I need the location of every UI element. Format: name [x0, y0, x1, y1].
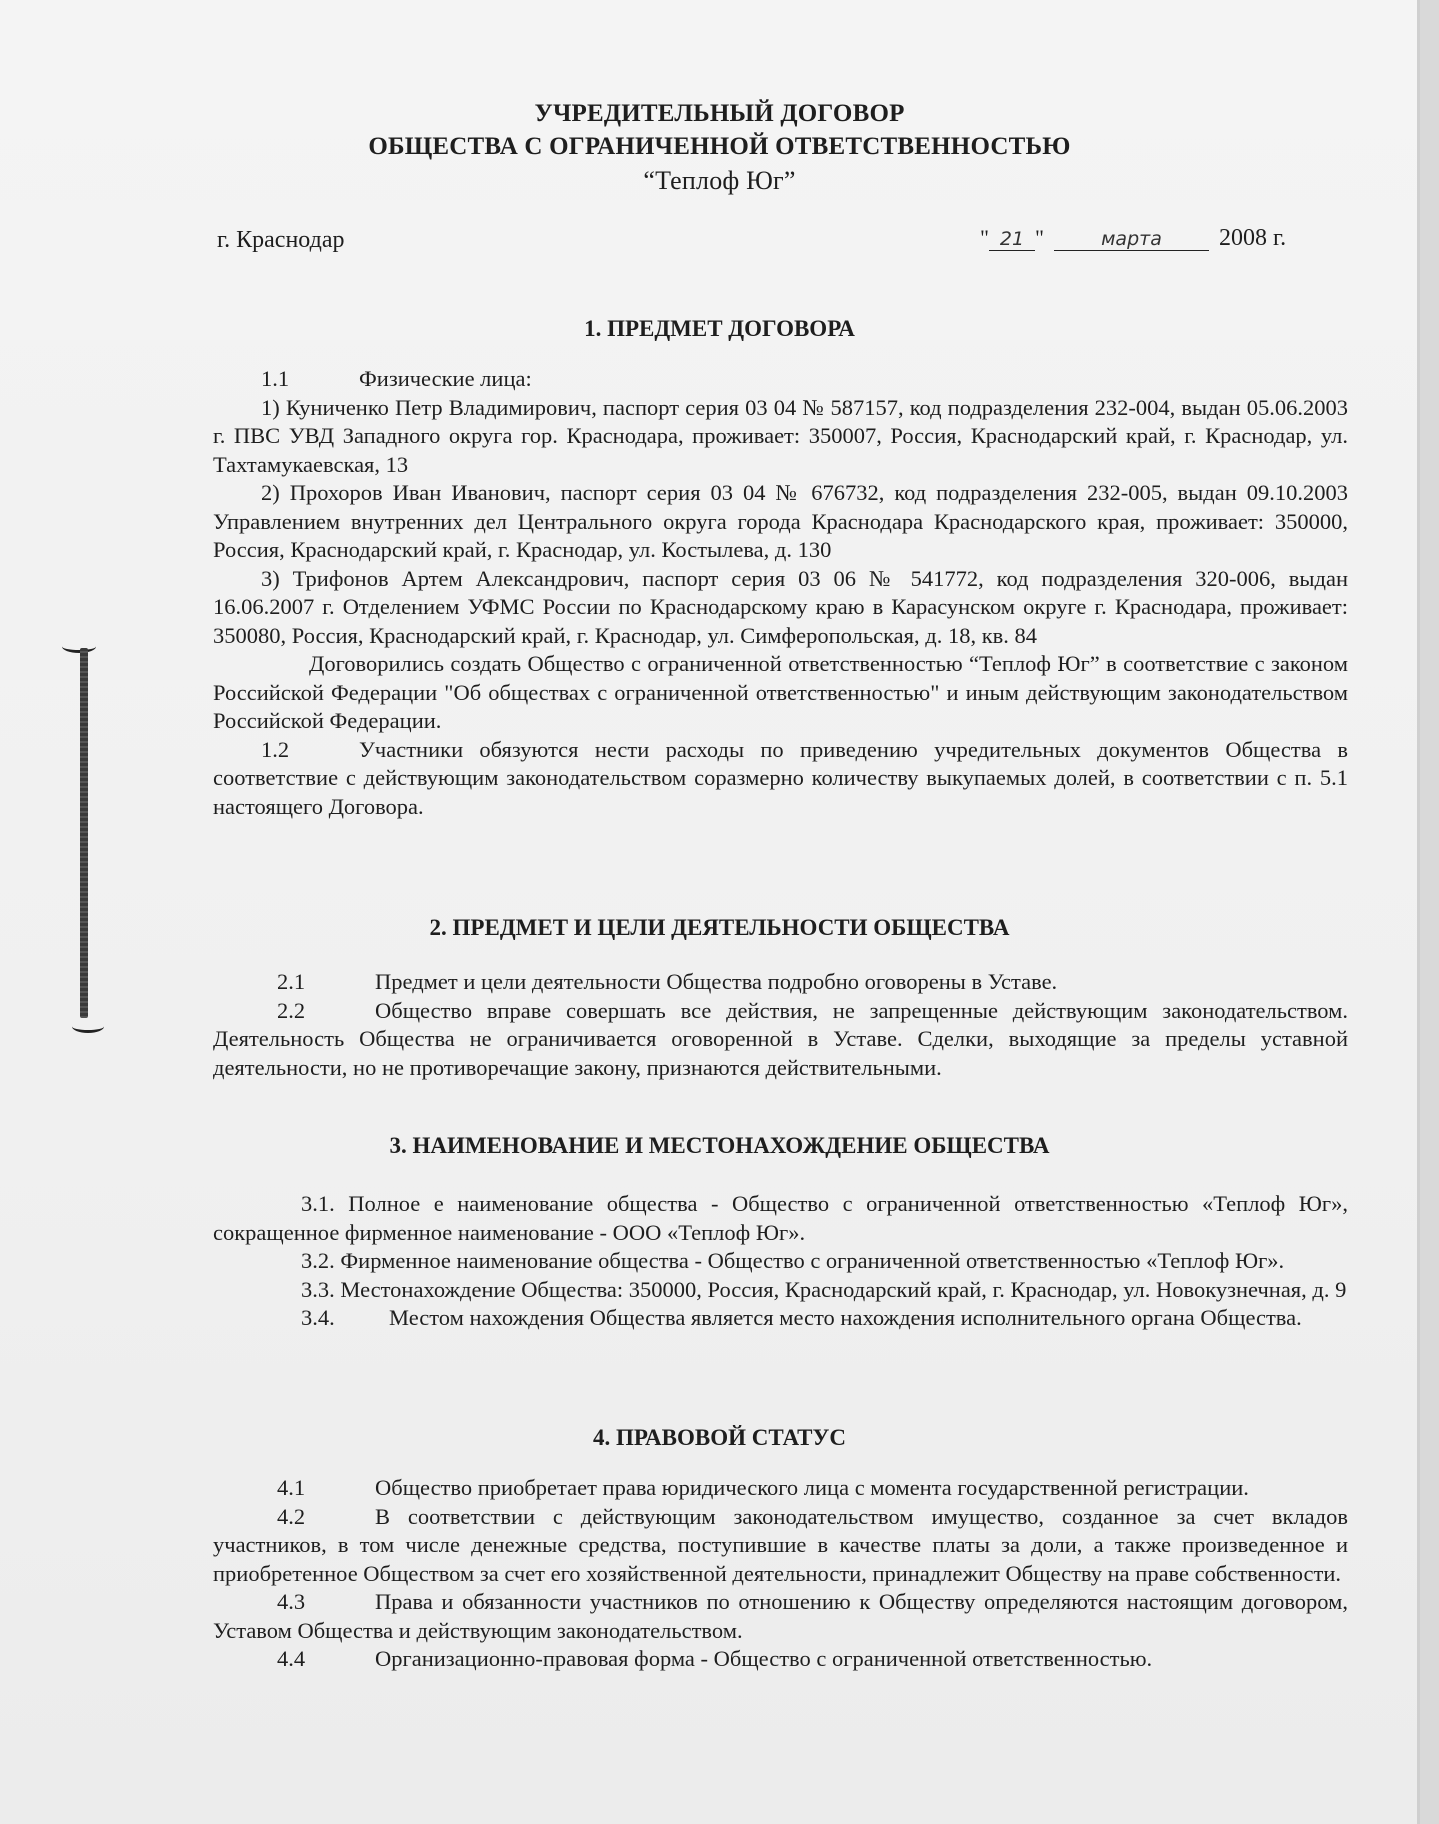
clause-3-4: [213, 1304, 1348, 1333]
clause-3-2: 3.2. Фирменное наименование общества - Общество с ограниченной ответственностью «Теплоф Юг».: [301, 1248, 1285, 1273]
date-quote-open: ": [980, 225, 989, 250]
founder-1: 1) Куниченко Петр Владимирович, паспорт серия 03 04 № 587157, код подразделения 232-004, выдан 05.06.2003 г. ПВС УВД Западного округа гор. Краснодара, проживает: 350007, Россия, Краснодарский край, г. Краснодар, ул. Тахтамукаевская, 13: [213, 394, 1348, 477]
section-3-heading: 3. НАИМЕНОВАНИЕ И МЕСТОНАХОЖДЕНИЕ ОБЩЕСТВА: [389, 1133, 1050, 1158]
clause-text: Права и обязанности участников по отношению к Обществу определяются настоящим договором, Уставом Общества и действующим законодательством.: [213, 1589, 1348, 1643]
agreement-paragraph: Договорились создать Общество с ограниченной ответственностью “Теплоф Юг” в соответствие с законом Российской Федерации "Об обществах с ограниченной ответственностью" и иным действующим законодательством Российской Федерации.: [213, 651, 1348, 733]
date-year: 2008 г.: [1218, 225, 1287, 251]
section-3-body: [213, 1190, 1348, 1333]
section-1-body: [213, 365, 1348, 821]
section-1-heading: 1. ПРЕДМЕТ ДОГОВОРА: [584, 316, 855, 341]
section-2-heading: 2. ПРЕДМЕТ И ЦЕЛИ ДЕЯТЕЛЬНОСТИ ОБЩЕСТВА: [429, 915, 1010, 940]
margin-bracket-line: [80, 648, 88, 1018]
founder-2: 2) Прохоров Иван Иванович, паспорт серия 03 04 № 676732, код подразделения 232-005, выдан 09.10.2003 Управлением внутренних дел Центрального округа города Краснодара Краснодарского края, проживает: 350000, Россия, Краснодарский край, г. Краснодар, ул. Костылева, д. 130: [213, 480, 1348, 562]
clause-text: Общество приобретает права юридического лица с момента государственной регистрации.: [375, 1475, 1249, 1500]
clause-3-1: 3.1. Полное е наименование общества - Общество с ограниченной ответственностью «Теплоф Юг», сокращенное фирменное наименование - ООО «Теплоф Юг».: [213, 1191, 1348, 1245]
section-2-body: [213, 968, 1348, 1082]
contract-date: [980, 225, 1286, 252]
date-month-handwritten: марта: [1054, 228, 1209, 251]
margin-bracket-top-mark: [62, 640, 96, 653]
clause-text: Организационно-правовая форма - Общество с ограниченной ответственностью.: [375, 1646, 1153, 1671]
founder-3: 3) Трифонов Артем Александрович, паспорт серия 03 06 № 541772, код подразделения 320-006, выдан 16.06.2007 г. Отделением УФМС России по Краснодарскому краю в Карасунском округе г. Краснодара, проживает: 350080, Россия, Краснодарский край, г. Краснодар, ул. Симферопольская, д. 18, кв. 84: [213, 565, 1348, 648]
clause-number: 4.1: [277, 1475, 306, 1500]
clause-4-3: [213, 1588, 1348, 1645]
clause-number: 2.1: [277, 969, 306, 994]
clause-text: Предмет и цели деятельности Общества подробно оговорены в Уставе.: [375, 969, 1058, 994]
margin-bracket-bottom-mark: [72, 1020, 104, 1033]
clause-number: 4.4: [277, 1646, 306, 1671]
city: г. Краснодар: [217, 227, 345, 253]
clause-number: 4.3: [277, 1589, 306, 1614]
document-title-line1: УЧРЕДИТЕЛЬНЫЙ ДОГОВОР: [534, 100, 905, 127]
clause-text: В соответствии с действующим законодательством имущество, созданное за счет вкладов участников, в том числе денежные средства, поступившие в качестве платы за доли, а также произведенное и приобретенное Обществом за счет его хозяйственной деятельности, принадлежит Обществу на праве собственности.: [213, 1503, 1348, 1586]
clause-3-3: 3.3. Местонахождение Общества: 350000, Россия, Краснодарский край, г. Краснодар, ул. Новокузнечная, д. 9: [301, 1276, 1347, 1302]
date-day-handwritten: 21: [989, 228, 1035, 251]
company-name-title: “Теплоф Юг”: [643, 166, 796, 195]
clause-4-2: [213, 1503, 1348, 1589]
clause-number: 1.2: [261, 736, 290, 762]
clause-4-1: [213, 1474, 1348, 1503]
clause-4-4: [213, 1645, 1348, 1674]
clause-number: 4.2: [277, 1503, 306, 1529]
clause-number: 1.1: [261, 366, 290, 391]
clause-2-2: [213, 997, 1348, 1083]
clause-text: Участники обязуются нести расходы по приведению учредительных документов Общества в соответствие с действующим законодательством соразмерно количеству выкупаемых долей, в соответствии с п. 5.1 настоящего Договора.: [213, 736, 1348, 819]
page-edge-shadow: [1420, 0, 1439, 1824]
clause-text: Физические лица:: [359, 366, 532, 391]
section-4-heading: 4. ПРАВОВОЙ СТАТУС: [593, 1425, 846, 1450]
clause-1-1: [213, 365, 1348, 394]
date-quote-close: ": [1034, 225, 1044, 250]
clause-number: 3.4.: [301, 1305, 335, 1330]
document-title-line2: ОБЩЕСТВА С ОГРАНИЧЕННОЙ ОТВЕТСТВЕННОСТЬЮ: [368, 133, 1071, 160]
section-4-body: [213, 1474, 1348, 1674]
clause-1-2: [213, 736, 1348, 822]
clause-2-1: [213, 968, 1348, 997]
clause-number: 2.2: [277, 997, 306, 1023]
clause-text: Общество вправе совершать все действия, не запрещенные действующим законодательством. Деятельность Общества не ограничивается оговоренной в Уставе. Сделки, выходящие за пределы уставной деятельности, но не противоречащие закону, признаются действительными.: [213, 997, 1348, 1080]
clause-text: Местом нахождения Общества является место нахождения исполнительного органа Общества.: [389, 1305, 1302, 1330]
